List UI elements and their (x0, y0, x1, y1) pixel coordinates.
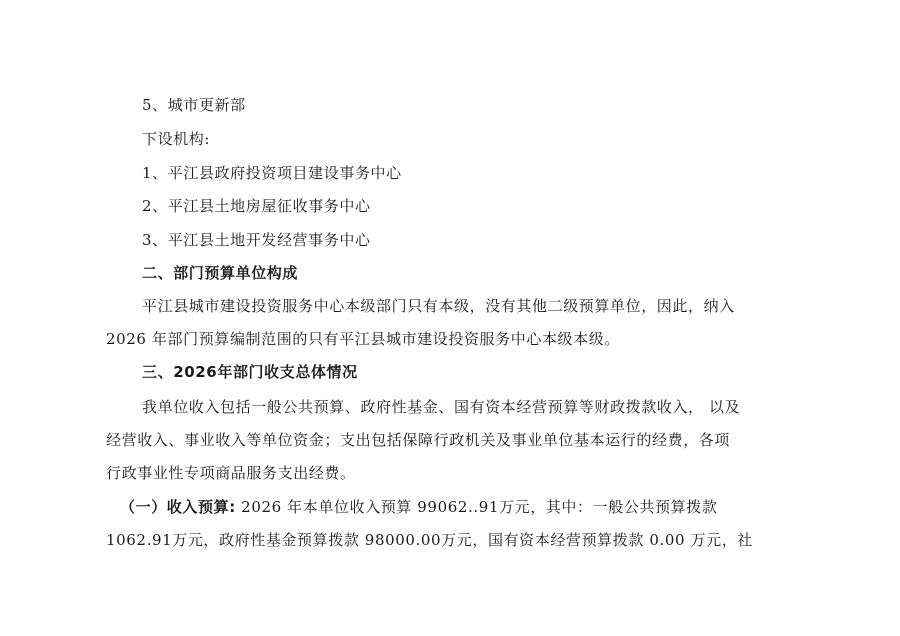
paragraph-budget-units-line1: 平江县城市建设投资服务中心本级部门只有本级，没有其他二级预算单位，因此，纳入 (142, 297, 735, 315)
paragraph-budget-units-line2: 2026 年部门预算编制范围的只有平江县城市建设投资服务中心本级本级。 (106, 330, 620, 348)
revenue-budget-label: （一）收入预算: (120, 498, 236, 516)
list-item-land-housing-expropriation-center: 2、平江县土地房屋征收事务中心 (142, 197, 371, 215)
section-heading-budget-units: 二、部门预算单位构成 (142, 264, 299, 282)
paragraph-revenue-budget-line2: 1062.91万元，政府性基金预算拨款 98000.00万元，国有资本经营预算拨款 0.00 万元，社 (106, 531, 753, 549)
paragraph-revenue-expenditure-line3: 行政事业性专项商品服务支出经费。 (106, 464, 356, 482)
paragraph-revenue-expenditure-line2: 经营收入、事业收入等单位资金；支出包括保障行政机关及事业单位基本运行的经费，各项 (106, 431, 731, 449)
paragraph-revenue-expenditure-line1: 我单位收入包括一般公共预算、政府性基金、国有资本经营预算等财政拨款收入， 以及 (142, 398, 741, 416)
list-item-urban-renewal: 5、城市更新部 (142, 96, 246, 114)
list-item-land-development-center: 3、平江县土地开发经营事务中心 (142, 231, 371, 249)
revenue-budget-text: 2026 年本单位收入预算 99062..91万元，其中：一般公共预算拨款 (235, 498, 718, 516)
section-heading-overall-revenue-expenditure: 三、2026年部门收支总体情况 (142, 363, 358, 381)
list-item-investment-project-center: 1、平江县政府投资项目建设事务中心 (142, 164, 402, 182)
paragraph-revenue-budget-line1 (120, 497, 717, 517)
subordinate-institutions-label: 下设机构: (142, 130, 211, 148)
